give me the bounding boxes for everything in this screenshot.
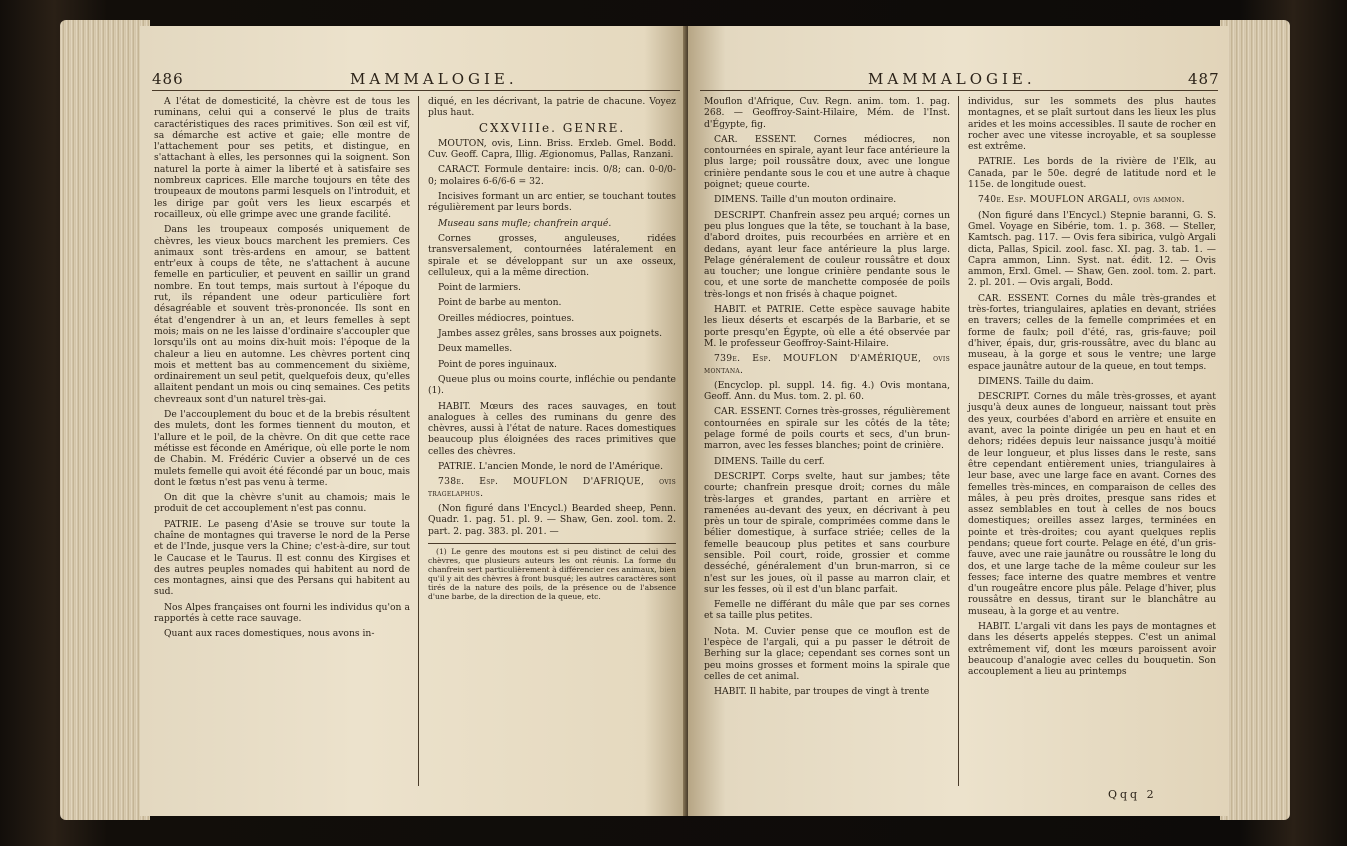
paragraph: DIMENS. Taille du cerf. — [714, 455, 825, 467]
paragraph: CAR. ESSENT. Cornes du mâle très-grandes et très-fortes, triangulaires, aplaties en devant, striées en travers; celles de la femelle comprimées et en forme de faulx; poil d'été, ras, gris-fauve; poil d'hiver, épais, dur, gris-roussâtre, avec du blanc au museau, à la gorge et sous le ventre; une large espace jaunâtre autour de la queue, en tout temps. — [968, 292, 1216, 372]
paragraph: Deux mamelles. — [438, 343, 513, 355]
paragraph: HABIT. et PATRIE. Cette espèce sauvage habite les lieux déserts et escarpés de la Barbarie, et se porte presqu'en Égypte, où elle a été observée par M. le professeur Geoffroy-Saint-Hilaire. — [704, 304, 950, 349]
paragraph: Jambes assez grêles, sans brosses aux poignets. — [438, 328, 663, 340]
paragraph: PATRIE. L'ancien Monde, le nord de l'Amérique. — [438, 461, 663, 473]
running-header-left: MAMMALOGIE. — [350, 70, 518, 88]
species-heading: 738e. Esp. MOUFLON D'AFRIQUE, ovis tragelaphus. — [428, 476, 676, 499]
column-divider-right — [958, 96, 959, 786]
paragraph: A l'état de domesticité, la chèvre est de tous les ruminans, celui qui a conservé le plus de traits caractéristiques des races primitives. Son œil est vif, sa démarche est active et gaie; elle montre de l'attachement pour ses petits, et distingue, en s'attachant à elles, les personnes qui la soignent. Son naturel la porte à aimer la liberté et à satisfaire ses nombreux caprices. Elle marche toujours en tête des troupeaux de moutons parmi lesquels on l'introduit, et les dirige par goût vers les lieux escarpés et rocailleux, où elle grimpe avec une grande facilité. — [154, 96, 410, 220]
paragraph: HABIT. L'argali vit dans les pays de montagnes et dans les déserts appelés steppes. C'est un animal extrêmement vif, dont les mœurs paroissent avoir beaucoup d'analogie avec celles du bouquetin. Son accouplement a lieu au printemps — [968, 621, 1216, 678]
paragraph: Cornes grosses, anguleuses, ridées transversalement, contournées latéralement en spirale et se développant sur un axe osseux, celluleux, qui a la même direction. — [428, 232, 676, 278]
page-number-right: 487 — [1188, 70, 1220, 88]
paragraph: Point de larmiers. — [438, 282, 521, 294]
paragraph: DIMENS. Taille d'un mouton ordinaire. — [714, 194, 897, 206]
species-heading: 739e. Esp. MOUFLON D'AMÉRIQUE, ovis montana. — [704, 353, 950, 376]
paragraph: DESCRIPT. Cornes du mâle très-grosses, et ayant jusqu'à deux aunes de longueur, naissant tout près des yeux, courbées d'abord en arrière et ensuite en avant, avec la pointe dirigée un peu en haut et en dehors; ridées depuis leur naissance jusqu'à moitié de leur longueur, et plus lisses dans le reste, sans être cependant entièrement unies, triangulaires à leur base, avec une large face en avant. Cornes des femelles très-minces, en comparaison de celles des mâles, à peu près droites, presque sans rides et assez semblables en tout à celles de nos boucs domestiques; oreilles assez larges, terminées en pointe et très-droites; cou ayant quelques replis pendans; queue fort courte. Pelage en été, d'un gris-fauve, avec une raie jaunâtre ou roussâtre le long du dos, et une large tache de la même couleur sur les fesses; face interne des quatre membres et ventre d'un rougeâtre encore plus pâle. Pelage d'hiver, plus roussâtre en dessus, tirant sur le blanchâtre au museau, à la gorge et au ventre. — [968, 391, 1216, 617]
paragraph: De l'accouplement du bouc et de la brebis résultent des mulets, dont les formes tiennent du mouton, et l'allure et le poil, de la chèvre. On dit que cette race métisse est féconde en Amérique, où elle porte le nom de Chabin. M. Frédéric Cuvier a observé un de ces mulets femelle qui avoit été fécondé par un bouc, mais dont le fœtus n'est pas venu à terme. — [154, 409, 410, 488]
species-heading: 740e. Esp. MOUFLON ARGALI, ovis ammon. — [978, 194, 1185, 206]
header-rule-left — [152, 90, 680, 91]
right-page — [688, 26, 1228, 816]
footnote-text: (1) Le genre des moutons est si peu distinct de celui des chèvres, que plusieurs auteurs les ont réunis. La forme du chanfrein sert particulièrement à différencier ces animaux, bien qu'il y ait des chèvres à front busqué; les autres caractères sont tirés de la nature des poils, de la présence ou de l'absence d'une barbe, de la direction de la queue, etc. — [428, 546, 676, 601]
column-divider-left — [418, 96, 419, 786]
paragraph: HABIT. Mœurs des races sauvages, en tout analogues à celles des ruminans du genre des chèvres, aussi à l'état de nature. Races domestiques beaucoup plus éloignées des races primitives que celles des chèvres. — [428, 400, 676, 457]
paragraph: Point de pores inguinaux. — [438, 358, 557, 370]
paragraph: (Non figuré dans l'Encycl.) Bearded sheep, Penn. Quadr. 1. pag. 51. pl. 9. — Shaw, Gen. zool. tom. 2. part. 2. pag. 383. pl. 201. — — [428, 502, 676, 537]
running-header-right: MAMMALOGIE. — [868, 70, 1036, 88]
left-column-1 — [154, 96, 410, 644]
paragraph: CARACT. Formule dentaire: incis. 0/8; can. 0-0/0-0; molaires 6-6/6-6 = 32. — [428, 164, 676, 187]
paragraph: DESCRIPT. Chanfrein assez peu arqué; cornes un peu plus longues que la tête, se touchant à la base, d'abord droites, puis recourbées en arrière et en dedans, ayant leur face antérieure la plus large. Pelage généralement de couleur roussâtre et doux au toucher; une longue crinière pendante sous le cou, et une sorte de manchette composée de poils très-longs et non frisés à chaque poignet. — [704, 209, 950, 300]
paragraph: Oreilles médiocres, pointues. — [438, 312, 575, 324]
left-page-edges — [60, 20, 150, 820]
paragraph: DESCRIPT. Corps svelte, haut sur jambes; tête courte; chanfrein presque droit; cornes du mâle très-larges et grandes, partant en arrière et ramenées au-devant des yeux, en décrivant à peu près un tour de spirale, comprimées comme dans le bélier domestique, à surface striée; celles de la femelle beaucoup plus petites et sans courbure sensible. Poil court, roide, grossier et comme desséché, généralement d'un brun-marron, si ce n'est sur les joues, où il passe au marron clair, et sur les fesses, où il est d'un blanc parfait. — [704, 470, 950, 595]
paragraph: Queue plus ou moins courte, infléchie ou pendante (1). — [428, 373, 676, 397]
synonymy: MOUTON, ovis, Linn. Briss. Erxleb. Gmel. Bodd. Cuv. Geoff. Capra, Illig. Ægionomus, Pallas, Ranzani. — [428, 137, 676, 161]
paragraph: On dit que la chèvre s'unit au chamois; mais le produit de cet accouplement n'est pas connu. — [154, 492, 410, 515]
paragraph: Dans les troupeaux composés uniquement de chèvres, les vieux boucs marchent les premiers. Ces animaux sont très-ardens en amour, se battent entr'eux à coups de tête, ne s'attachent à aucune femelle en particulier, et peuvent en saillir un grand nombre. En tout temps, mais surtout à l'époque du rut, ils répandent une odeur particulière fort désagréable et souvent très-prononcée. Ils sont en état d'engendrer à un an, et leurs femelles à sept mois; mais on ne les laisse d'ordinaire s'accoupler que lorsqu'ils ont au moins dix-huit mois: l'époque de la chaleur a lieu en automne. Les chèvres portent cinq mois et mettent bas au commencement du sixième, ordinairement un seul petit, quelquefois deux, qu'elles allaitent pendant un mois ou cinq semaines. Ces petits chevreaux sont d'un naturel très-gai. — [154, 224, 410, 405]
left-column-2 — [428, 96, 676, 605]
right-column-2 — [968, 96, 1216, 682]
paragraph: Nota. M. Cuvier pense que ce mouflon est de l'espèce de l'argali, qui a pu passer le détroit de Berhing sur la glace; cependant ses cornes sont un peu moins grosses et forment moins la spirale que celles de cet animal. — [704, 625, 950, 682]
paragraph: Nos Alpes françaises ont fourni les individus qu'on a rapportés à cette race sauvage. — [154, 601, 410, 625]
paragraph: individus, sur les sommets des plus hautes montagnes, et se plaît surtout dans les lieux les plus arides et les moins accessibles. Il saute de rocher en rocher avec une vitesse incroyable, et sa souplesse est extrême. — [968, 96, 1216, 153]
right-page-edges — [1220, 20, 1290, 820]
paragraph: Femelle ne différant du mâle que par ses cornes et sa taille plus petites. — [704, 599, 950, 622]
paragraph: CAR. ESSENT. Cornes médiocres, non contournées en spirale, ayant leur face antérieure la plus large; poil roussâtre doux, avec une longue crinière pendante sous le cou et une autre à chaque poignet; queue courte. — [704, 133, 950, 191]
paragraph: Incisives formant un arc entier, se touchant toutes régulièrement par leurs bords. — [428, 191, 676, 214]
paragraph: Point de barbe au menton. — [438, 297, 562, 309]
header-rule-right — [700, 90, 1218, 91]
footnote — [428, 543, 676, 601]
paragraph: CAR. ESSENT. Cornes très-grosses, régulièrement contournées en spirale sur les côtés de la tête; pelage formé de poils courts et secs, d'un brun-marron, avec les fesses blanches; point de crinière. — [704, 406, 950, 452]
signature-mark: Qqq 2 — [1108, 788, 1157, 801]
paragraph: HABIT. Il habite, par troupes de vingt à trente — [714, 686, 930, 698]
page-number-left: 486 — [152, 70, 184, 88]
paragraph: Museau sans mufle; chanfrein arqué. — [438, 217, 612, 229]
right-column-1 — [704, 96, 950, 702]
paragraph: (Encyclop. pl. suppl. 14. fig. 4.) Ovis montana, Geoff. Ann. du Mus. tom. 2. pl. 60. — [704, 379, 950, 403]
paragraph: PATRIE. Le paseng d'Asie se trouve sur toute la chaîne de montagnes qui traverse le nord de la Perse et de l'Inde, jusque vers la Chine; c'est-à-dire, sur tout le Caucase et le Taurus. Il est connu des Kirgises et des autres peuples nomades qui habitent au nord de ces montagnes, ainsi que des Persans qui habitent au sud. — [154, 518, 410, 598]
paragraph: PATRIE. Les bords de la rivière de l'Elk, au Canada, par le 50e. degré de latitude nord et le 115e. de longitude ouest. — [968, 156, 1216, 191]
genus-heading: CXXVIIIe. GENRE. — [478, 120, 626, 135]
paragraph: Quant aux races domestiques, nous avons in- — [164, 628, 375, 640]
paragraph: Mouflon d'Afrique, Cuv. Regn. anim. tom. 1. pag. 268. — Geoffroy-Saint-Hilaire, Mém. de l'Inst. d'Égypte, fig. — [704, 96, 950, 130]
paragraph: (Non figuré dans l'Encycl.) Stepnie baranni, G. S. Gmel. Voyage en Sibérie, tom. 1. p. 368. — Steller, Kamtsch. pag. 117. — Ovis fera sibirica, vulgò Argali dicta, Pallas, Spicil. zool. fasc. XI. pag. 3. tab. 1. — Capra ammon, Linn. Syst. nat. édit. 12. — Ovis ammon, Erxl. Gmel. — Shaw, Gen. zool. tom. 2. part. 2. pl. 201. — Ovis argali, Bodd. — [968, 209, 1216, 289]
paragraph: diqué, en les décrivant, la patrie de chacune. Voyez plus haut. — [428, 96, 676, 119]
left-page — [140, 26, 688, 816]
paragraph: DIMENS. Taille du daim. — [978, 375, 1094, 387]
